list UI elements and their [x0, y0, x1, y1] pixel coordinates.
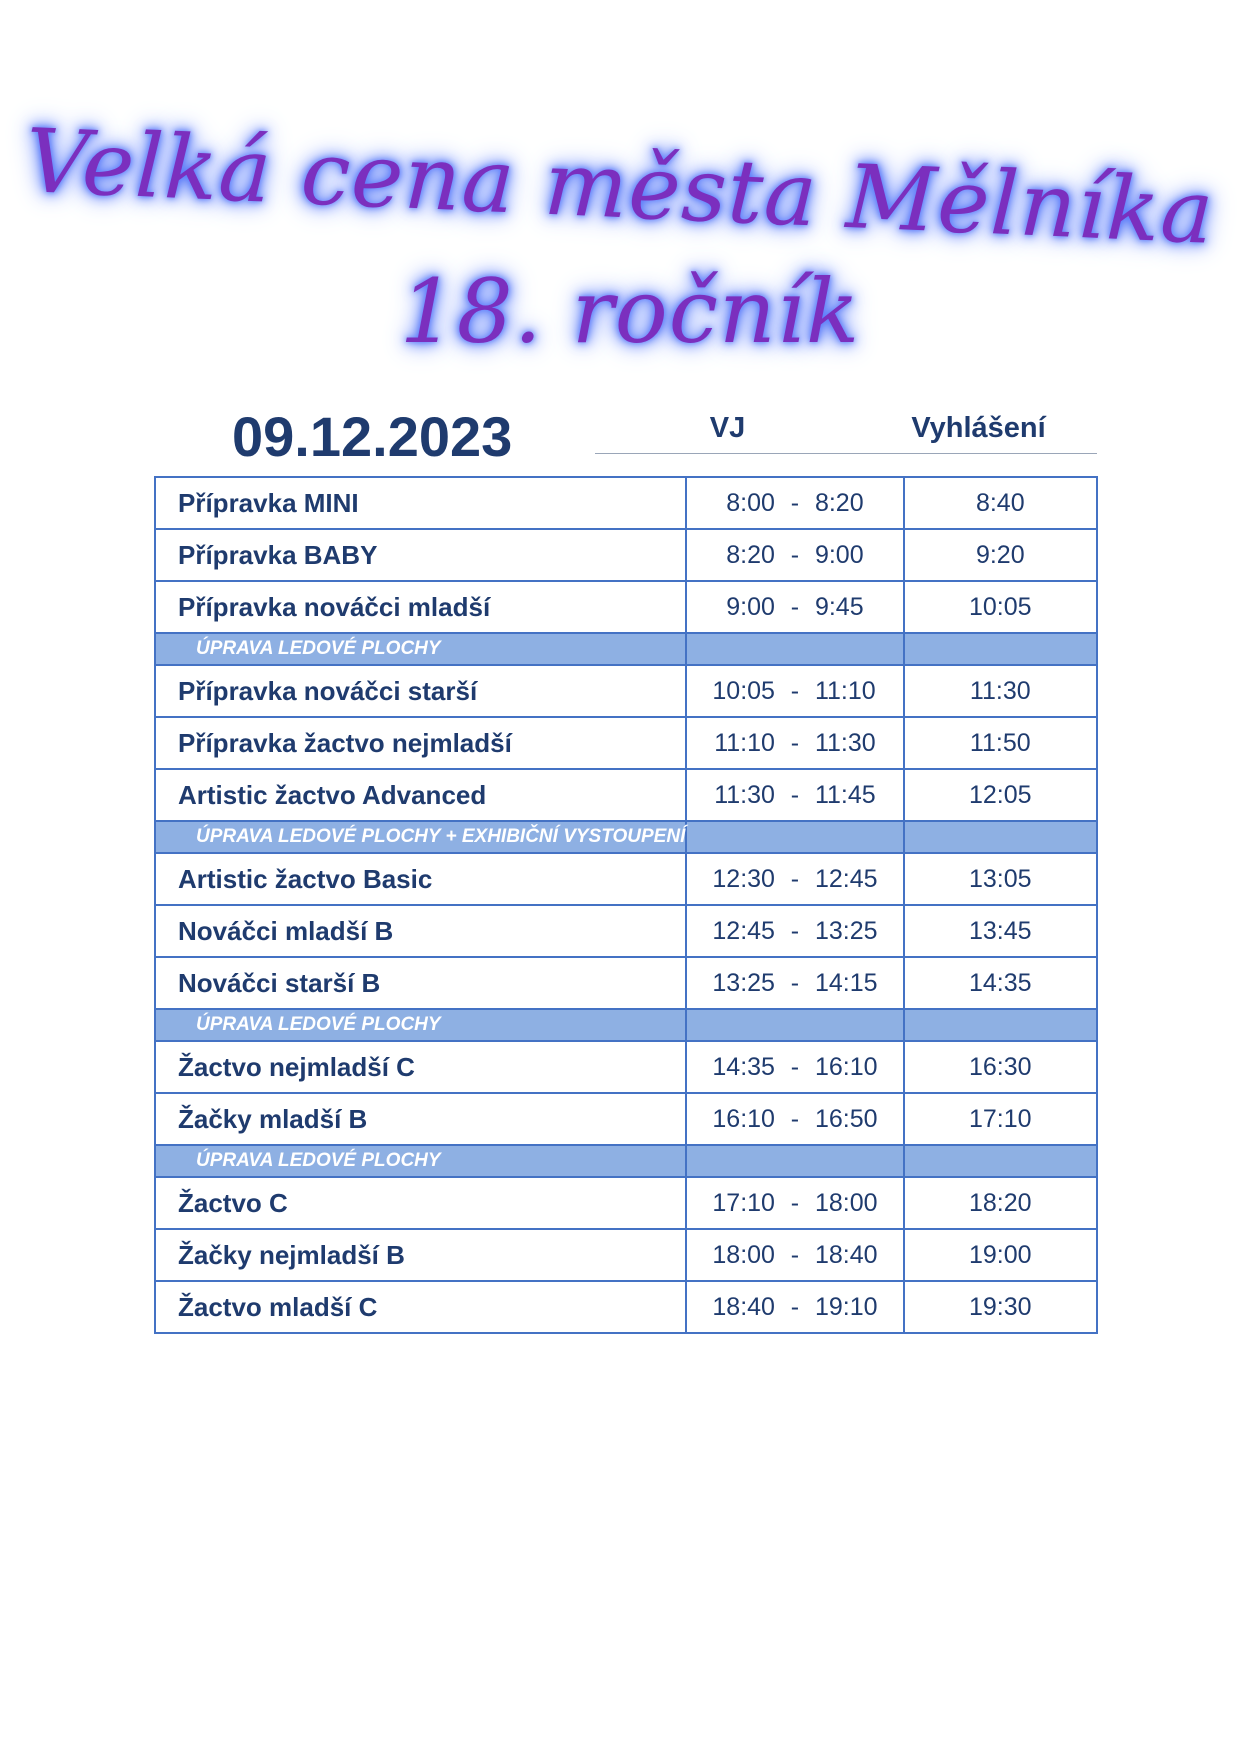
break-cell-empty	[686, 1145, 903, 1177]
time-separator: -	[790, 1052, 800, 1081]
category-name: Přípravka žactvo nejmladší	[155, 717, 686, 769]
announcement-time: 10:05	[904, 581, 1097, 633]
time-separator: -	[790, 676, 800, 705]
vj-time-range	[686, 1041, 903, 1093]
time-separator: -	[790, 1292, 800, 1321]
announcement-time: 18:20	[904, 1177, 1097, 1229]
time-to: 11:45	[814, 780, 876, 809]
time-to: 18:00	[814, 1188, 878, 1217]
time-separator: -	[790, 780, 800, 809]
time-from: 13:25	[712, 968, 775, 997]
column-header-vj: VJ	[709, 412, 746, 444]
vj-time-range	[686, 957, 903, 1009]
time-from: 8:00	[726, 488, 775, 517]
ice-resurfacing-row	[155, 821, 1097, 853]
time-separator: -	[790, 864, 800, 893]
title-line-1: Velká cena města Mělníka	[23, 109, 1217, 264]
category-name: Nováčci starší B	[155, 957, 686, 1009]
category-name: Žačky nejmladší B	[155, 1229, 686, 1281]
announcement-time: 11:30	[904, 665, 1097, 717]
ice-resurfacing-row	[155, 1009, 1097, 1041]
time-to: 11:10	[814, 676, 876, 705]
time-separator: -	[790, 1104, 800, 1133]
time-from: 9:00	[726, 592, 775, 621]
time-from: 16:10	[712, 1104, 775, 1133]
schedule-row	[155, 1281, 1097, 1333]
time-separator: -	[790, 540, 800, 569]
time-to: 14:15	[814, 968, 878, 997]
category-name: Nováčci mladší B	[155, 905, 686, 957]
time-from: 11:30	[714, 780, 775, 809]
break-label: ÚPRAVA LEDOVÉ PLOCHY	[155, 1145, 686, 1177]
schedule-row	[155, 581, 1097, 633]
event-date: 09.12.2023	[232, 405, 513, 468]
announcement-time: 9:20	[904, 529, 1097, 581]
schedule-row	[155, 905, 1097, 957]
header-rule	[595, 453, 1097, 454]
category-name: Žactvo nejmladší C	[155, 1041, 686, 1093]
category-name: Přípravka MINI	[155, 477, 686, 529]
time-from: 12:45	[712, 916, 775, 945]
time-to: 13:25	[814, 916, 878, 945]
time-separator: -	[790, 1240, 800, 1269]
schedule-row	[155, 529, 1097, 581]
schedule-row	[155, 1041, 1097, 1093]
break-label: ÚPRAVA LEDOVÉ PLOCHY	[155, 1009, 686, 1041]
time-to: 16:50	[814, 1104, 878, 1133]
time-to: 11:30	[814, 728, 876, 757]
break-label: ÚPRAVA LEDOVÉ PLOCHY	[155, 633, 686, 665]
schedule-row	[155, 957, 1097, 1009]
vj-time-range	[686, 581, 903, 633]
time-from: 12:30	[712, 864, 775, 893]
ice-resurfacing-row	[155, 633, 1097, 665]
category-name: Přípravka nováčci starší	[155, 665, 686, 717]
category-name: Přípravka nováčci mladší	[155, 581, 686, 633]
announcement-time: 19:00	[904, 1229, 1097, 1281]
time-separator: -	[790, 1188, 800, 1217]
time-separator: -	[790, 592, 800, 621]
vj-time-range	[686, 1177, 903, 1229]
time-from: 18:40	[712, 1292, 775, 1321]
break-cell-empty	[686, 1009, 903, 1041]
ice-resurfacing-row	[155, 1145, 1097, 1177]
break-cell-empty	[904, 1009, 1097, 1041]
category-name: Žačky mladší B	[155, 1093, 686, 1145]
vj-time-range	[686, 477, 903, 529]
category-name: Žactvo C	[155, 1177, 686, 1229]
time-to: 8:20	[814, 488, 864, 517]
schedule-row	[155, 477, 1097, 529]
title-line-2: 18. ročník	[399, 260, 861, 363]
break-cell-empty	[686, 821, 903, 853]
schedule-row	[155, 1093, 1097, 1145]
break-cell-empty	[904, 1145, 1097, 1177]
time-to: 12:45	[814, 864, 878, 893]
break-cell-empty	[904, 821, 1097, 853]
time-to: 19:10	[814, 1292, 878, 1321]
time-separator: -	[790, 916, 800, 945]
vj-time-range	[686, 905, 903, 957]
announcement-time: 19:30	[904, 1281, 1097, 1333]
schedule-row	[155, 769, 1097, 821]
time-to: 16:10	[814, 1052, 878, 1081]
time-separator: -	[790, 728, 800, 757]
announcement-time: 13:05	[904, 853, 1097, 905]
vj-time-range	[686, 1229, 903, 1281]
schedule-row	[155, 717, 1097, 769]
column-header-vyhlaseni: Vyhlášení	[911, 412, 1046, 444]
schedule-table	[154, 476, 1098, 1334]
vj-time-range	[686, 1281, 903, 1333]
schedule-row	[155, 1229, 1097, 1281]
announcement-time: 12:05	[904, 769, 1097, 821]
schedule-body	[155, 477, 1097, 1333]
time-from: 11:10	[714, 728, 775, 757]
time-to: 9:00	[814, 540, 864, 569]
time-from: 14:35	[712, 1052, 775, 1081]
category-name: Artistic žactvo Advanced	[155, 769, 686, 821]
title-banner	[0, 109, 1240, 390]
time-from: 8:20	[726, 540, 775, 569]
break-cell-empty	[686, 633, 903, 665]
category-name: Artistic žactvo Basic	[155, 853, 686, 905]
vj-time-range	[686, 769, 903, 821]
announcement-time: 16:30	[904, 1041, 1097, 1093]
time-separator: -	[790, 488, 800, 517]
announcement-time: 11:50	[904, 717, 1097, 769]
vj-time-range	[686, 665, 903, 717]
break-label: ÚPRAVA LEDOVÉ PLOCHY + EXHIBIČNÍ VYSTOUPENÍ	[155, 821, 686, 853]
schedule-row	[155, 853, 1097, 905]
announcement-time: 13:45	[904, 905, 1097, 957]
category-name: Přípravka BABY	[155, 529, 686, 581]
vj-time-range	[686, 529, 903, 581]
announcement-time: 17:10	[904, 1093, 1097, 1145]
time-separator: -	[790, 968, 800, 997]
schedule-row	[155, 1177, 1097, 1229]
category-name: Žactvo mladší C	[155, 1281, 686, 1333]
schedule-row	[155, 665, 1097, 717]
announcement-time: 8:40	[904, 477, 1097, 529]
time-to: 9:45	[814, 592, 864, 621]
vj-time-range	[686, 717, 903, 769]
time-from: 10:05	[712, 676, 775, 705]
time-to: 18:40	[814, 1240, 878, 1269]
time-from: 17:10	[712, 1188, 775, 1217]
vj-time-range	[686, 1093, 903, 1145]
vj-time-range	[686, 853, 903, 905]
announcement-time: 14:35	[904, 957, 1097, 1009]
break-cell-empty	[904, 633, 1097, 665]
time-from: 18:00	[712, 1240, 775, 1269]
